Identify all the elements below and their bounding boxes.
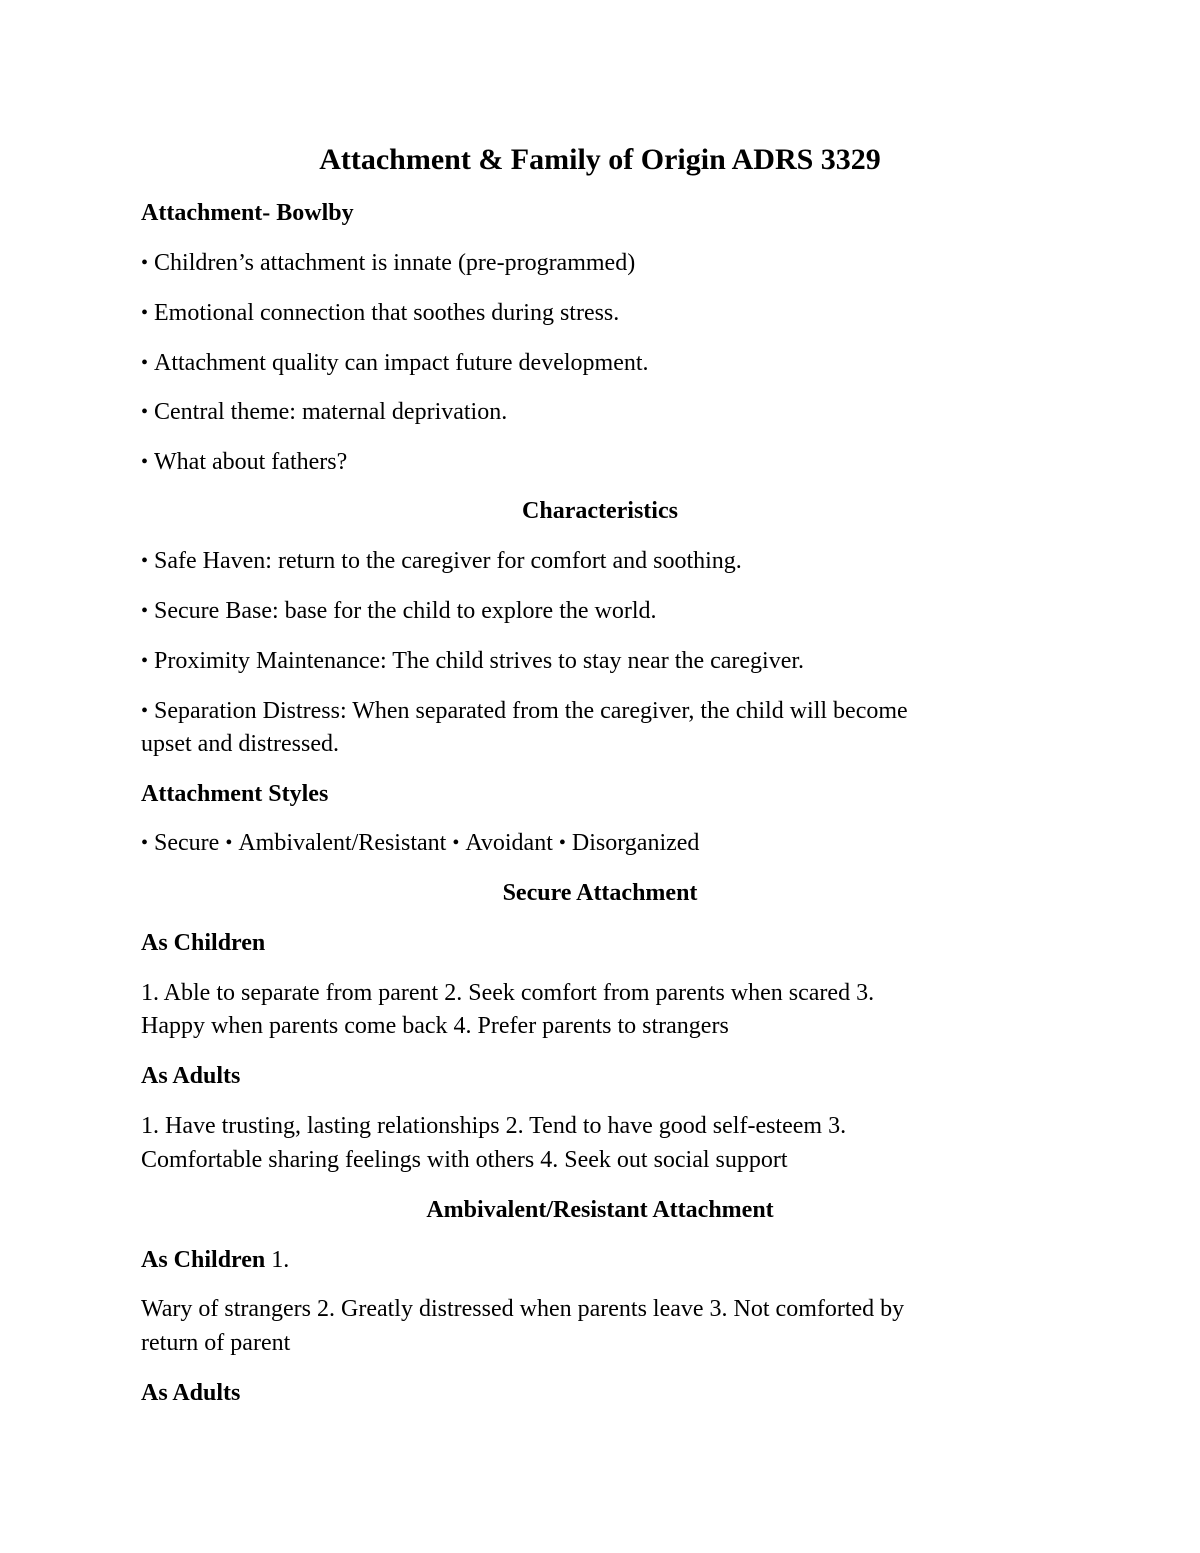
bullet-icon: •	[141, 550, 149, 572]
subheading-as-adults: As Adults	[141, 1380, 241, 1406]
style-item: Ambivalent/Resistant	[238, 830, 447, 856]
subheading-as-adults: As Adults	[141, 1063, 241, 1089]
bullet-text: Emotional connection that soothes during stress.	[154, 300, 620, 326]
bullet-icon: •	[141, 401, 149, 423]
bullet-icon: •	[141, 302, 149, 324]
bullet-text: Secure Base: base for the child to explore the world.	[154, 598, 657, 624]
bullet-text: Separation Distress: When separated from the caregiver, the child will become	[154, 698, 908, 724]
bullet-icon: •	[141, 600, 149, 622]
section-heading-characteristics: Characteristics	[522, 498, 678, 524]
bullet-icon: •	[141, 650, 149, 672]
bullet-item	[141, 445, 347, 480]
style-item: Avoidant	[465, 830, 553, 856]
bullet-item	[141, 346, 649, 381]
section-heading-bowlby: Attachment- Bowlby	[141, 200, 354, 226]
bullet-icon: •	[452, 832, 460, 854]
style-item: Secure	[154, 830, 220, 856]
bullet-item	[141, 694, 908, 729]
bullet-text: Safe Haven: return to the caregiver for comfort and soothing.	[154, 548, 742, 574]
bullet-icon: •	[141, 832, 149, 854]
bullet-icon: •	[558, 832, 566, 854]
bullet-icon: •	[141, 700, 149, 722]
section-heading-secure: Secure Attachment	[502, 880, 698, 906]
subheading-suffix: 1.	[265, 1247, 290, 1273]
bullet-text: What about fathers?	[154, 449, 348, 475]
bullet-item	[141, 544, 742, 579]
paragraph-line: Happy when parents come back 4. Prefer parents to strangers	[141, 1013, 729, 1039]
bullet-icon: •	[225, 832, 233, 854]
paragraph-line: Comfortable sharing feelings with others 4. Seek out social support	[141, 1147, 788, 1173]
bullet-icon: •	[141, 451, 149, 473]
paragraph-line: Wary of strangers 2. Greatly distressed when parents leave 3. Not comforted by	[141, 1296, 905, 1322]
bullet-text: Proximity Maintenance: The child strives to stay near the caregiver.	[154, 648, 805, 674]
paragraph-line: return of parent	[141, 1330, 291, 1356]
style-item: Disorganized	[571, 830, 700, 856]
bullet-icon: •	[141, 252, 149, 274]
subheading-as-children: As Children	[141, 930, 266, 956]
page-title: Attachment & Family of Origin ADRS 3329	[319, 143, 881, 176]
subheading-as-children	[141, 1243, 289, 1277]
section-heading-styles: Attachment Styles	[141, 781, 329, 807]
bullet-item	[141, 246, 635, 281]
bullet-icon: •	[141, 352, 149, 374]
paragraph-line: 1. Have trusting, lasting relationships 2. Tend to have good self-esteem 3.	[141, 1113, 847, 1139]
bullet-item	[141, 395, 507, 430]
bullet-continuation: upset and distressed.	[141, 731, 339, 757]
bullet-text: Children’s attachment is innate (pre-programmed)	[154, 250, 636, 276]
subheading-label: As Children	[141, 1247, 266, 1273]
bullet-text: Attachment quality can impact future development.	[154, 350, 649, 376]
bullet-item	[141, 644, 804, 679]
styles-inline-list	[141, 826, 699, 861]
bullet-text: Central theme: maternal deprivation.	[154, 399, 508, 425]
bullet-item	[141, 296, 619, 331]
section-heading-ambivalent: Ambivalent/Resistant Attachment	[426, 1197, 774, 1223]
bullet-item	[141, 594, 657, 629]
paragraph-line: 1. Able to separate from parent 2. Seek comfort from parents when scared 3.	[141, 980, 875, 1006]
